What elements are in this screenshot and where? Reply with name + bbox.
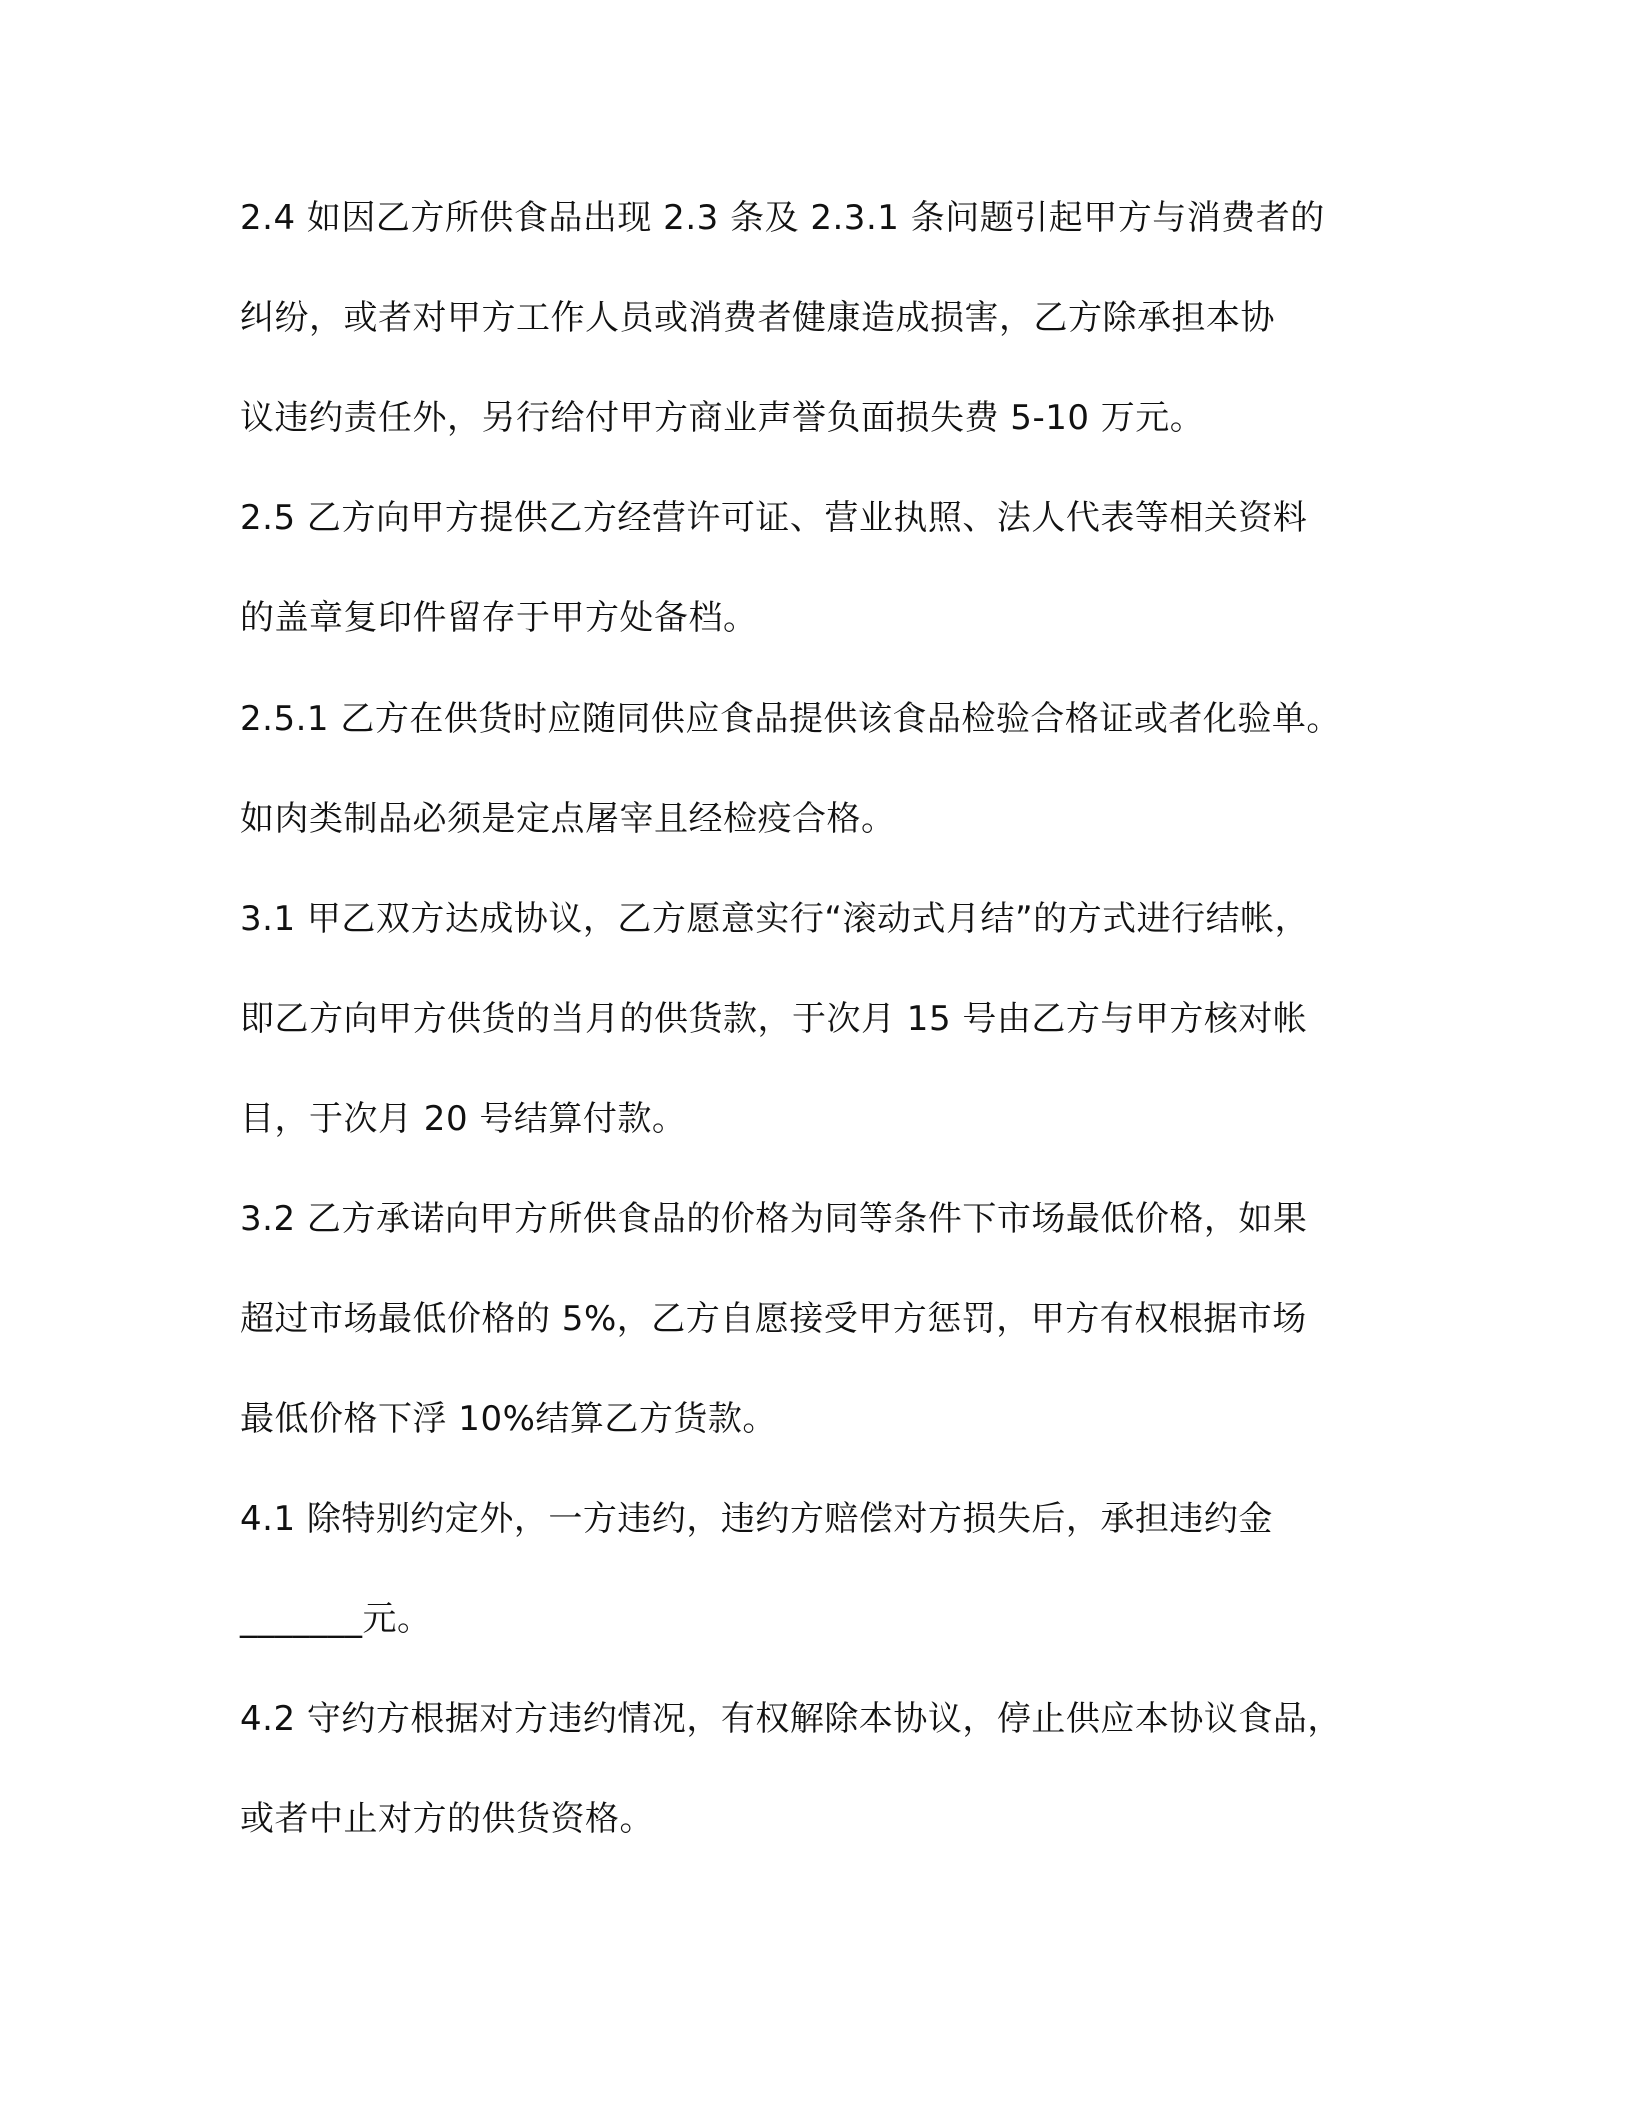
clause-4-1-line-2: _______元。 bbox=[240, 1599, 432, 1639]
clause-4-2-line-2: 或者中止对方的供货资格。 bbox=[240, 1799, 654, 1839]
clause-2-4-line-2: 纠纷，或者对甲方工作人员或消费者健康造成损害，乙方除承担本协 bbox=[240, 298, 1275, 338]
clause-2-5-1-line-2: 如肉类制品必须是定点屠宰且经检疫合格。 bbox=[240, 799, 896, 839]
clause-3-2-line-1: 3.2 乙方承诺向甲方所供食品的价格为同等条件下市场最低价格，如果 bbox=[240, 1199, 1308, 1239]
clause-4-2-line-1: 4.2 守约方根据对方违约情况，有权解除本协议，停止供应本协议食品， bbox=[240, 1699, 1342, 1739]
clause-2-5-line-1: 2.5 乙方向甲方提供乙方经营许可证、营业执照、法人代表等相关资料 bbox=[240, 498, 1308, 538]
clause-3-2-line-2: 超过市场最低价格的 5%，乙方自愿接受甲方惩罚，甲方有权根据市场 bbox=[240, 1299, 1307, 1339]
clause-3-2-line-3: 最低价格下浮 10%结算乙方货款。 bbox=[240, 1399, 777, 1439]
clause-2-4-line-1: 2.4 如因乙方所供食品出现 2.3 条及 2.3.1 条问题引起甲方与消费者的 bbox=[240, 198, 1325, 238]
clause-2-5-1-line-1: 2.5.1 乙方在供货时应随同供应食品提供该食品检验合格证或者化验单。 bbox=[240, 699, 1341, 739]
clause-4-1-line-1: 4.1 除特别约定外，一方违约，违约方赔偿对方损失后，承担违约金 bbox=[240, 1499, 1273, 1539]
clause-3-1-line-1: 3.1 甲乙双方达成协议，乙方愿意实行“滚动式月结”的方式进行结帐， bbox=[240, 899, 1310, 939]
clause-3-1-line-3: 目，于次月 20 号结算付款。 bbox=[240, 1099, 687, 1139]
clause-3-1-line-2: 即乙方向甲方供货的当月的供货款，于次月 15 号由乙方与甲方核对帐 bbox=[240, 999, 1308, 1039]
clause-2-5-line-2: 的盖章复印件留存于甲方处备档。 bbox=[240, 598, 758, 638]
clause-2-4-line-3: 议违约责任外，另行给付甲方商业声誉负面损失费 5-10 万元。 bbox=[240, 398, 1205, 438]
